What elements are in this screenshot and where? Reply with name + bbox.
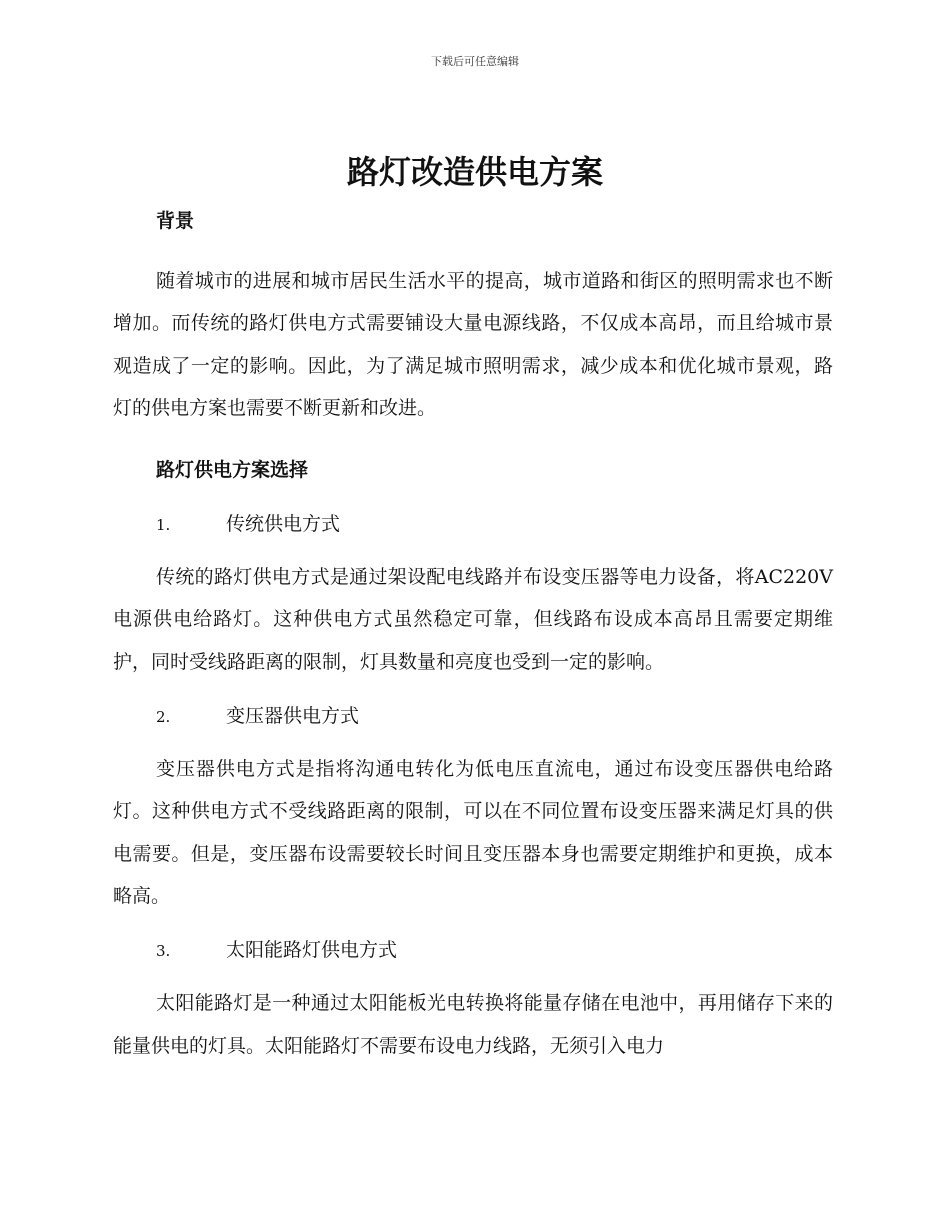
document-title: 路灯改造供电方案 (346, 153, 603, 191)
list-item-title: 太阳能路灯供电方式 (226, 939, 398, 962)
list-number: 3. (156, 942, 171, 961)
list-item-title: 传统供电方式 (226, 513, 341, 536)
list-number: 2. (156, 708, 171, 727)
paragraph-transformer: 变压器供电方式是指将沟通电转化为低电压直流电，通过布设变压器供电给路灯。这种供电方式不受线路距离的限制，可以在不同位置布设变压器来满足灯具的供电需要。但是，变压器布设需要较长时间且变压器本身也需要定期维护和更换，成本略高。 (113, 758, 833, 907)
heading-scheme-selection: 路灯供电方案选择 (156, 459, 309, 482)
list-item-transformer (113, 703, 833, 730)
list-item-title: 变压器供电方式 (226, 705, 360, 728)
list-item-traditional (113, 511, 833, 538)
paragraph-background: 随着城市的进展和城市居民生活水平的提高，城市道路和街区的照明需求也不断增加。而传统的路灯供电方式需要铺设大量电源线路，不仅成本高昂，而且给城市景观造成了一定的影响。因此，为了满足城市照明需求，减少成本和优化城市景观，路灯的供电方案也需要不断更新和改进。 (113, 270, 833, 419)
list-number: 1. (156, 516, 171, 535)
paragraph-solar: 太阳能路灯是一种通过太阳能板光电转换将能量存储在电池中，再用储存下来的能量供电的灯具。太阳能路灯不需要布设电力线路，无须引入电力 (113, 992, 833, 1057)
paragraph-traditional: 传统的路灯供电方式是通过架设配电线路并布设变压器等电力设备，将AC220V电源供电给路灯。这种供电方式虽然稳定可靠，但线路布设成本高昂且需要定期维护，同时受线路距离的限制，灯具数量和亮度也受到一定的影响。 (113, 566, 833, 673)
document-body (113, 200, 833, 1067)
page-header: 下载后可任意编辑 (431, 55, 519, 68)
list-item-solar (113, 937, 833, 964)
heading-background: 背景 (156, 210, 195, 232)
